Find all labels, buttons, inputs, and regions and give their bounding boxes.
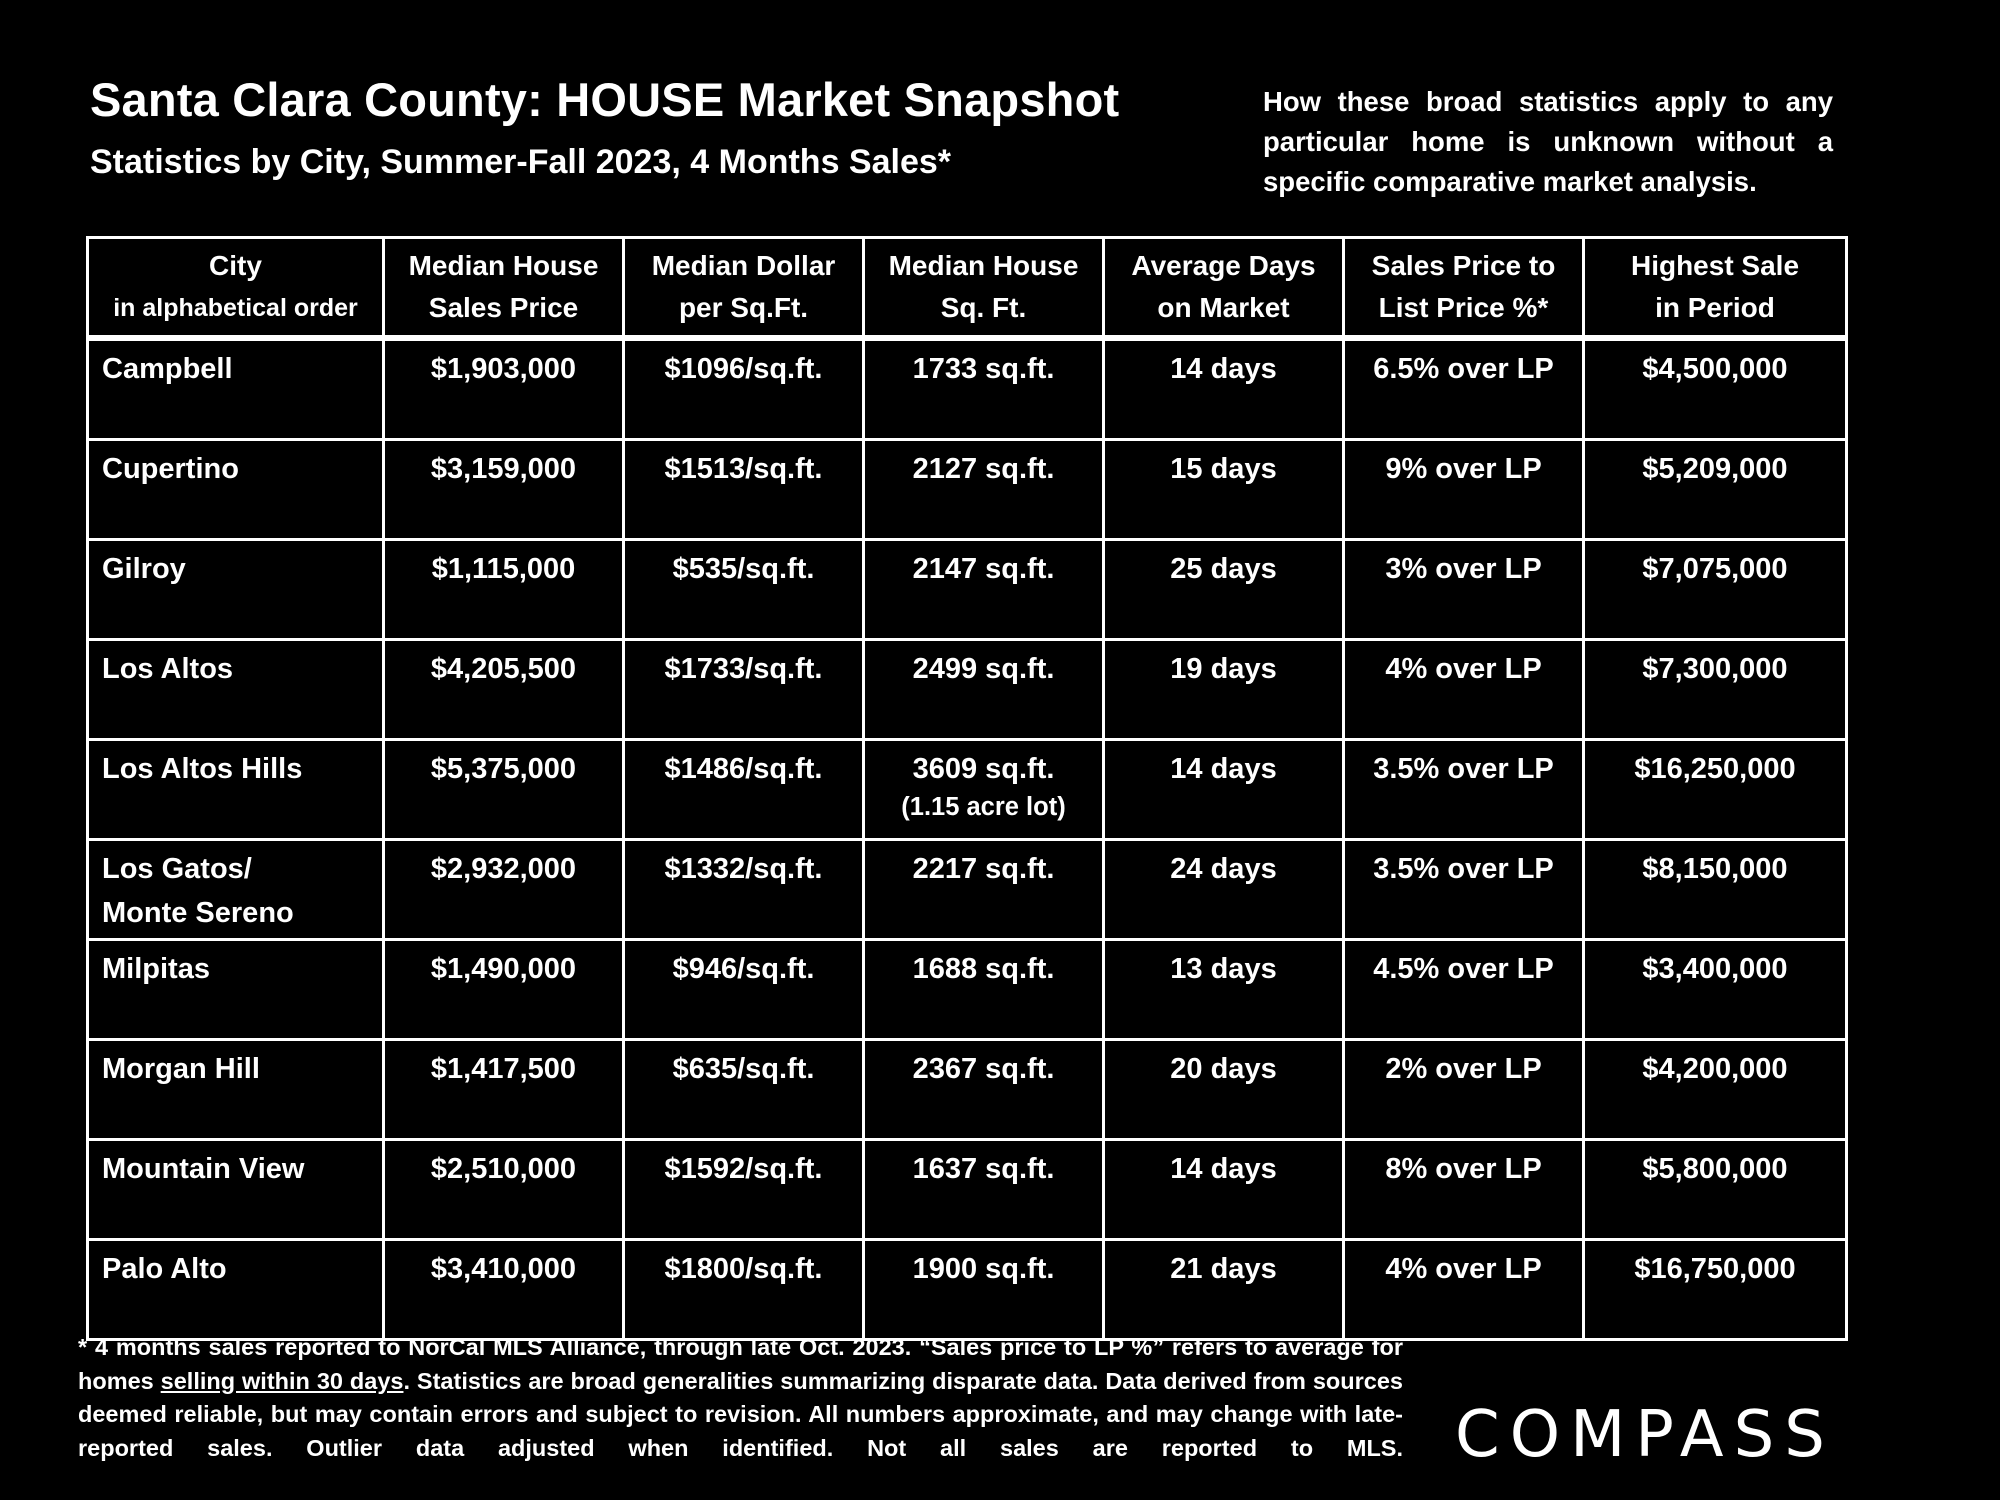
sales-to-list-cell: 8% over LP [1344,1140,1584,1240]
market-snapshot-table [86,236,1848,1341]
table-row [88,1040,1847,1140]
page-subtitle: Statistics by City, Summer-Fall 2023, 4 Months Sales* [90,143,952,181]
table-row [88,540,1847,640]
table-row [88,640,1847,740]
median-per-sqft-cell: $1733/sq.ft. [624,640,864,740]
highest-sale-cell: $3,400,000 [1584,940,1847,1040]
city-cell: Los Altos Hills [88,740,384,840]
sales-to-list-cell: 6.5% over LP [1344,338,1584,440]
column-header-sales-to-list [1344,238,1584,339]
page-title: Santa Clara County: HOUSE Market Snapshot [90,73,1120,126]
column-header-line1: Sales Price to [1371,250,1556,281]
days-on-market-cell: 15 days [1104,440,1344,540]
median-sqft-cell: 2127 sq.ft. [864,440,1104,540]
sales-to-list-cell: 2% over LP [1344,1040,1584,1140]
days-on-market-cell: 19 days [1104,640,1344,740]
median-per-sqft-cell: $1800/sq.ft. [624,1240,864,1340]
median-per-sqft-cell: $1096/sq.ft. [624,338,864,440]
median-per-sqft-cell: $1513/sq.ft. [624,440,864,540]
footnote-text-start: * 4 months sales reported to NorCal MLS Alliance, through late Oct. 2023. “Sales price to LP %” refers to average for homes [78,1334,1403,1394]
median-price-cell: $3,159,000 [384,440,624,540]
days-on-market-cell: 21 days [1104,1240,1344,1340]
median-sqft-cell [864,740,1104,840]
column-header-highest-sale [1584,238,1847,339]
column-header-median-price [384,238,624,339]
table-row [88,1240,1847,1340]
highest-sale-cell: $5,209,000 [1584,440,1847,540]
highest-sale-cell: $5,800,000 [1584,1140,1847,1240]
sales-to-list-cell: 3.5% over LP [1344,840,1584,940]
city-cell: Milpitas [88,940,384,1040]
table-row [88,440,1847,540]
days-on-market-cell: 13 days [1104,940,1344,1040]
sales-to-list-cell: 9% over LP [1344,440,1584,540]
highest-sale-cell: $8,150,000 [1584,840,1847,940]
highest-sale-cell: $16,750,000 [1584,1240,1847,1340]
sales-to-list-cell: 3.5% over LP [1344,740,1584,840]
city-name-line1: Los Gatos/ [102,853,252,885]
column-header-median-sqft [864,238,1104,339]
median-sqft-cell: 1688 sq.ft. [864,940,1104,1040]
compass-logo-text: COMPASS [1455,1398,1835,1468]
table-row [88,338,1847,440]
highest-sale-cell: $16,250,000 [1584,740,1847,840]
column-header-line2: in Period [1655,292,1775,323]
days-on-market-cell: 14 days [1104,740,1344,840]
city-cell: Mountain View [88,1140,384,1240]
city-cell: Palo Alto [88,1240,384,1340]
days-on-market-cell: 14 days [1104,1140,1344,1240]
column-header-line2: List Price %* [1378,292,1549,323]
footnote [78,1331,1403,1465]
days-on-market-cell: 24 days [1104,840,1344,940]
median-sqft-cell: 1900 sq.ft. [864,1240,1104,1340]
sales-to-list-cell: 3% over LP [1344,540,1584,640]
days-on-market-cell: 25 days [1104,540,1344,640]
column-header-line1: Median House [408,250,599,281]
city-cell: Los Altos [88,640,384,740]
highest-sale-cell: $7,075,000 [1584,540,1847,640]
column-header-city [88,238,384,339]
highest-sale-cell: $4,500,000 [1584,338,1847,440]
footnote-underlined-text: selling within 30 days [160,1367,404,1394]
median-price-cell: $2,510,000 [384,1140,624,1240]
disclaimer-text: How these broad statistics apply to any particular home is unknown without a specific comparative market analysis. [1263,86,1833,197]
city-cell: Gilroy [88,540,384,640]
column-header-median-per-sqft [624,238,864,339]
column-header-line1: Highest Sale [1630,250,1800,281]
median-price-cell: $2,932,000 [384,840,624,940]
city-cell: Morgan Hill [88,1040,384,1140]
table-row [88,840,1847,940]
column-header-line2: in alphabetical order [113,294,358,322]
median-sqft-cell: 2147 sq.ft. [864,540,1104,640]
median-per-sqft-cell: $946/sq.ft. [624,940,864,1040]
median-per-sqft-cell: $1332/sq.ft. [624,840,864,940]
table-row [88,1140,1847,1240]
table-header-row [88,238,1847,339]
city-name-line2: Monte Sereno [102,897,294,929]
sales-to-list-cell: 4% over LP [1344,1240,1584,1340]
compass-logo [1455,1398,1875,1468]
median-per-sqft-cell: $1592/sq.ft. [624,1140,864,1240]
column-header-line1: Average Days [1131,250,1316,281]
table-row [88,940,1847,1040]
column-header-line2: Sales Price [428,292,579,323]
median-price-cell: $1,417,500 [384,1040,624,1140]
sales-to-list-cell: 4.5% over LP [1344,940,1584,1040]
sales-to-list-cell: 4% over LP [1344,640,1584,740]
column-header-line1: City [209,250,262,281]
median-price-cell: $1,115,000 [384,540,624,640]
column-header-line1: Median House [888,250,1079,281]
days-on-market-cell: 14 days [1104,338,1344,440]
median-sqft-cell: 2499 sq.ft. [864,640,1104,740]
city-cell: Campbell [88,338,384,440]
column-header-line2: on Market [1157,292,1290,323]
median-price-cell: $1,903,000 [384,338,624,440]
median-per-sqft-cell: $1486/sq.ft. [624,740,864,840]
highest-sale-cell: $4,200,000 [1584,1040,1847,1140]
median-sqft-cell: 2217 sq.ft. [864,840,1104,940]
median-price-cell: $4,205,500 [384,640,624,740]
days-on-market-cell: 20 days [1104,1040,1344,1140]
median-per-sqft-cell: $535/sq.ft. [624,540,864,640]
median-sqft-cell: 1733 sq.ft. [864,338,1104,440]
table-row [88,740,1847,840]
highest-sale-cell: $7,300,000 [1584,640,1847,740]
column-header-days-on-market [1104,238,1344,339]
median-price-cell: $3,410,000 [384,1240,624,1340]
column-header-line1: Median Dollar [651,250,836,281]
median-per-sqft-cell: $635/sq.ft. [624,1040,864,1140]
sqft-value: 3609 sq.ft. [912,753,1055,785]
city-cell: Cupertino [88,440,384,540]
median-sqft-cell: 2367 sq.ft. [864,1040,1104,1140]
column-header-line2: Sq. Ft. [940,292,1027,323]
city-cell [88,840,384,940]
median-price-cell: $5,375,000 [384,740,624,840]
footnote-text-end: . Statistics are broad generalities summarizing disparate data. Data derived from sources deemed reliable, but may contain errors and subject to revision. All numbers approximate, and may change with late-reported sales. Outlier data adjusted when identified. Not all sales are reported to MLS. [78,1367,1403,1461]
lot-size-note: (1.15 acre lot) [901,793,1066,821]
median-sqft-cell: 1637 sq.ft. [864,1140,1104,1240]
median-price-cell: $1,490,000 [384,940,624,1040]
column-header-line2: per Sq.Ft. [678,292,809,323]
